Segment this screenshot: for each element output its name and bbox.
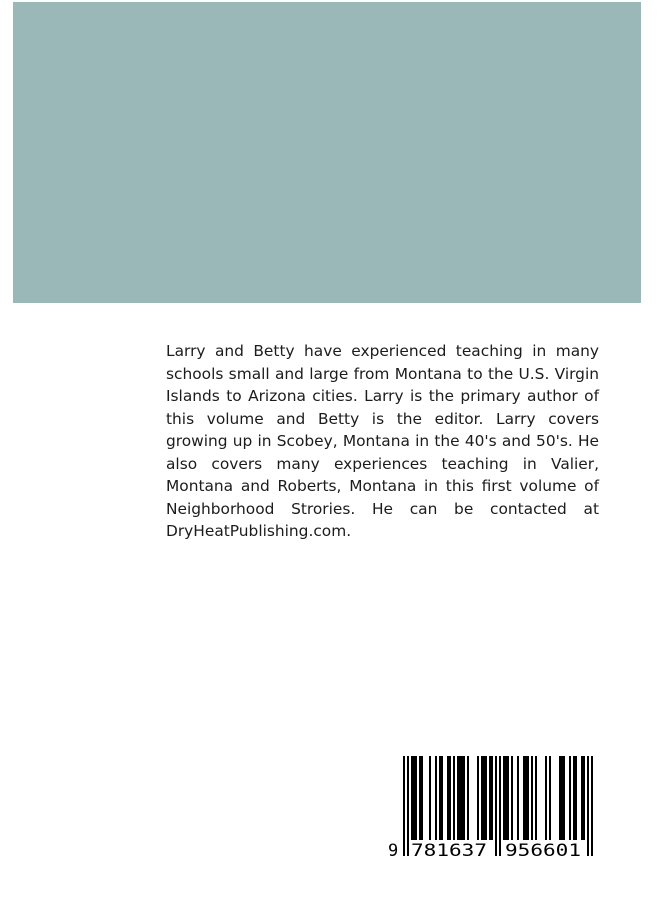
- barcode-bar: [563, 756, 565, 840]
- cover-color-block: [13, 2, 641, 303]
- barcode-bar: [587, 756, 589, 856]
- barcode-bar: [467, 756, 469, 840]
- barcode-bar: [481, 756, 483, 840]
- barcode-bar: [403, 756, 405, 856]
- barcode-bar: [461, 756, 463, 840]
- barcode-bar: [485, 756, 487, 840]
- barcode-bar: [415, 756, 417, 840]
- author-blurb: Larry and Betty have experienced teaching in many schools small and large from Montana to the U.S. Virgin Islands to Arizona cities. Larry is the primary author of this volume and Betty is the editor. Larry covers growing up in Scobey, Montana in the 40's and 50's. He also covers many experiences teaching in Valier, Montana and Roberts, Montana in this first volume of Neighborhood Strories. He can be contacted at DryHeatPublishing.com.: [166, 342, 599, 540]
- barcode-bar: [449, 756, 451, 840]
- barcode-bar: [419, 756, 421, 840]
- isbn-barcode: [385, 754, 605, 860]
- barcode-digits-right: 956601: [505, 841, 581, 860]
- barcode-bar: [561, 756, 563, 840]
- barcode-graphic: [385, 754, 605, 860]
- barcode-digits-left: 781637: [411, 841, 487, 860]
- barcode-bar: [525, 756, 527, 840]
- barcode-bar: [511, 756, 513, 840]
- barcode-bar: [413, 756, 415, 840]
- barcode-bar: [429, 756, 431, 840]
- barcode-bar: [505, 756, 507, 840]
- barcode-bar: [483, 756, 485, 840]
- barcode-bar: [459, 756, 461, 840]
- barcode-bar: [523, 756, 525, 840]
- barcode-bar: [549, 756, 551, 840]
- barcode-bar: [527, 756, 529, 840]
- barcode-bar: [573, 756, 575, 840]
- barcode-bar: [439, 756, 441, 840]
- barcode-bar: [569, 756, 571, 840]
- barcode-bar: [463, 756, 465, 840]
- barcode-bar: [411, 756, 413, 840]
- barcode-digit-lead: 9: [388, 841, 399, 860]
- barcode-bar: [499, 756, 501, 856]
- barcode-bar: [583, 756, 585, 840]
- barcode-bar: [477, 756, 479, 840]
- barcode-bar: [491, 756, 493, 840]
- barcode-bar: [535, 756, 537, 840]
- barcode-bar: [545, 756, 547, 840]
- barcode-bar: [453, 756, 455, 840]
- barcode-bar: [407, 756, 409, 856]
- barcode-bar: [591, 756, 593, 856]
- barcode-bar: [435, 756, 437, 840]
- barcode-bar: [447, 756, 449, 840]
- barcode-bar: [441, 756, 443, 840]
- barcode-bar: [581, 756, 583, 840]
- barcode-bar: [531, 756, 533, 840]
- barcode-bar: [559, 756, 561, 840]
- barcode-bar: [507, 756, 509, 840]
- barcode-bar: [489, 756, 491, 840]
- barcode-bar: [575, 756, 577, 840]
- barcode-bar: [457, 756, 459, 840]
- barcode-bar: [421, 756, 423, 840]
- barcode-bar: [495, 756, 497, 856]
- barcode-bar: [517, 756, 519, 840]
- barcode-bar: [503, 756, 505, 840]
